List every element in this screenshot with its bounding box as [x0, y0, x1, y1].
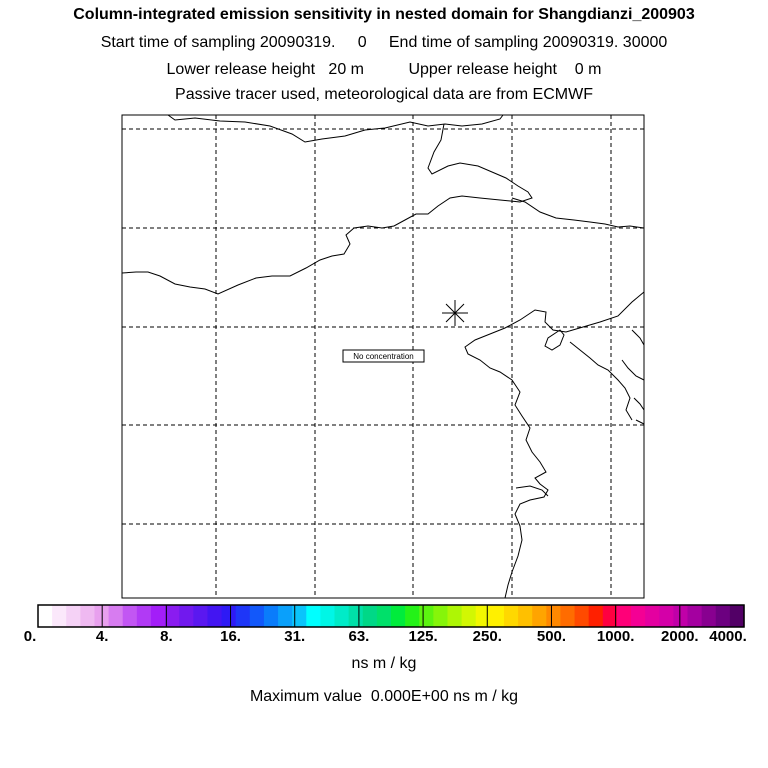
colorbar-tick-label: 4. [95, 628, 109, 645]
colorbar-cell [207, 605, 222, 627]
colorbar-cell [377, 605, 392, 627]
colorbar-cell [264, 605, 279, 627]
upper-release-label: Upper release height [408, 61, 557, 78]
colorbar-tick-label: 8. [160, 628, 173, 645]
colorbar-cell [123, 605, 138, 627]
colorbar-tick-label: 125. [408, 628, 438, 645]
colorbar-cell [320, 605, 335, 627]
colorbar-cell [80, 605, 95, 627]
colorbar-cell [193, 605, 208, 627]
colorbar-cell [560, 605, 575, 627]
colorbar-cell [659, 605, 674, 627]
colorbar-cell [278, 605, 293, 627]
colorbar-tick-labels [0, 628, 768, 648]
colorbar-cell [433, 605, 448, 627]
sampling-start-label: Start time of sampling 20090319. [100, 34, 336, 51]
colorbar-cell [109, 605, 124, 627]
colorbar-cell [38, 605, 53, 627]
colorbar-cell [151, 605, 166, 627]
colorbar-cell [306, 605, 321, 627]
upper-release-value: 0 m [574, 61, 602, 78]
colorbar-cell [730, 605, 745, 627]
colorbar-cell [363, 605, 378, 627]
colorbar-cell [673, 605, 688, 627]
no-data-label: No concentration [353, 352, 414, 361]
colorbar-cell [250, 605, 265, 627]
colorbar-tick-label: 63. [348, 628, 370, 645]
sampling-end-label: End time of sampling 20090319. 30000 [388, 34, 668, 51]
colorbar-cell [349, 605, 364, 627]
colorbar-cell [335, 605, 350, 627]
colorbar-cell [589, 605, 604, 627]
colorbar-cell [504, 605, 519, 627]
colorbar-cell [546, 605, 561, 627]
colorbar-cell [532, 605, 547, 627]
colorbar-cell [52, 605, 67, 627]
colorbar-tick-label: 4000. [709, 628, 747, 645]
colorbar-cell [405, 605, 420, 627]
colorbar-cell [165, 605, 180, 627]
colorbar-cells [38, 605, 745, 627]
colorbar-cell [617, 605, 632, 627]
colorbar-cell [476, 605, 491, 627]
colorbar-tick-label: 500. [536, 628, 567, 645]
colorbar-cell [702, 605, 717, 627]
lower-release-value: 20 m [328, 61, 364, 78]
colorbar-cell [391, 605, 406, 627]
colorbar-tick-label: 31. [284, 628, 306, 645]
colorbar-units: ns m / kg [351, 655, 417, 672]
colorbar-cell [419, 605, 434, 627]
sampling-start-value: 0 [357, 34, 367, 51]
colorbar-cell [236, 605, 251, 627]
colorbar-cell [66, 605, 81, 627]
colorbar-tick-label: 0. [23, 628, 37, 645]
map-title: Column-integrated emission sensitivity in nested domain for Shangdianzi_200903 [73, 6, 695, 23]
colorbar-cell [490, 605, 505, 627]
colorbar-cell [688, 605, 703, 627]
colorbar-cell [179, 605, 194, 627]
colorbar-cell [645, 605, 660, 627]
colorbar-tick-label: 2000. [661, 628, 699, 645]
maximum-value: Maximum value 0.000E+00 ns m / kg [249, 688, 519, 705]
colorbar-cell [518, 605, 533, 627]
colorbar-cell [222, 605, 237, 627]
colorbar-cell [462, 605, 477, 627]
colorbar-tick-label: 250. [472, 628, 502, 645]
colorbar-cell [575, 605, 590, 627]
lower-release-label: Lower release height [166, 61, 316, 78]
colorbar-cell [447, 605, 462, 627]
colorbar-cell [716, 605, 731, 627]
colorbar-tick-label: 1000. [596, 628, 635, 645]
colorbar-cell [631, 605, 646, 627]
tracer-info: Passive tracer used, meteorological data are from ECMWF [175, 86, 593, 103]
colorbar-tick-label: 16. [220, 628, 241, 645]
colorbar-cell [137, 605, 152, 627]
